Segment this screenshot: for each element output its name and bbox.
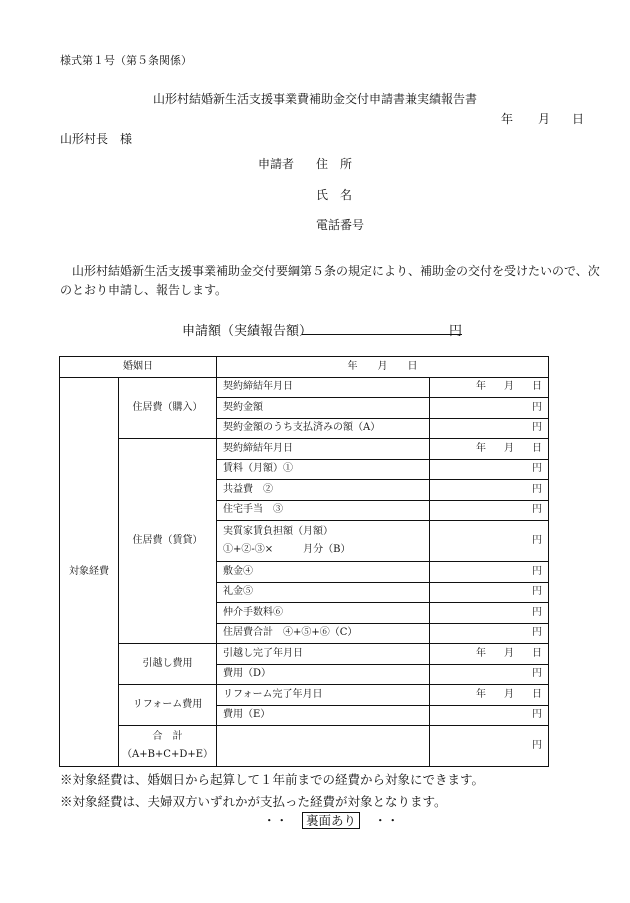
date-month: 月: [538, 112, 551, 126]
footer-dots-left: ・・: [263, 813, 289, 828]
address-label: 住 所: [316, 157, 353, 171]
body-text-1: 山形村結婚新生活支援事業補助金交付要綱第５条の規定により、補助金の交付を受けたいので、次: [72, 264, 600, 278]
moving-cost-field[interactable]: 円: [430, 664, 549, 685]
reform-cost-label: 費用（E）: [217, 705, 430, 726]
paid-amount-field[interactable]: 円: [430, 418, 549, 439]
housing-total-label: 住居費合計 ④+⑤+⑥（C）: [217, 623, 430, 644]
form-number: 様式第１号（第５条関係）: [60, 54, 192, 67]
housing-allowance-label: 住宅手当 ③: [217, 500, 430, 521]
common-fee-label: 共益費 ②: [217, 480, 430, 501]
contract-amount-label: 契約金額: [217, 398, 430, 419]
housing-allowance-field[interactable]: 円: [430, 500, 549, 521]
purchase-contract-date-label: 契約締結年月日: [217, 377, 430, 398]
document-title: 山形村結婚新生活支援事業費補助金交付申請書兼実績報告書: [152, 92, 477, 106]
housing-total-field[interactable]: 円: [430, 623, 549, 644]
total-field[interactable]: 円: [430, 726, 549, 767]
reform-date-label: リフォーム完了年月日: [217, 685, 430, 706]
amount-field[interactable]: [302, 334, 462, 335]
key-money-field[interactable]: 円: [430, 582, 549, 603]
reform-date[interactable]: 年 月 日: [430, 685, 549, 706]
application-table: [59, 356, 549, 767]
total-blank: [217, 726, 430, 767]
key-money-label: 礼金⑤: [217, 582, 430, 603]
total-label: 合 計 （A+B+C+D+E）: [119, 726, 217, 767]
purchase-contract-date[interactable]: 年 月 日: [430, 377, 549, 398]
date-year: 年: [501, 112, 514, 126]
addressee: 山形村長 様: [60, 132, 133, 146]
deposit-label: 敷金④: [217, 562, 430, 583]
amount-label: 申請額（実績報告額）: [182, 324, 313, 339]
note-1: ※対象経費は、婚姻日から起算して１年前までの経費から対象にできます。: [60, 772, 485, 787]
back-page-note: 裏面あり: [302, 812, 360, 829]
deposit-field[interactable]: 円: [430, 562, 549, 583]
purchase-label: 住居費（購入）: [119, 377, 217, 439]
actual-rent-label: 実質家賃負担額（月額） ①+②-③× 月分（B）: [217, 521, 430, 562]
brokerage-fee-field[interactable]: 円: [430, 603, 549, 624]
monthly-rent-field[interactable]: 円: [430, 459, 549, 480]
brokerage-fee-label: 仲介手数料⑥: [217, 603, 430, 624]
marriage-date-value[interactable]: 年 月 日: [217, 357, 549, 378]
moving-date-label: 引越し完了年月日: [217, 644, 430, 665]
note-2: ※対象経費は、夫婦双方いずれかが支払った経費が対象となります。: [60, 794, 447, 809]
actual-rent-field[interactable]: 円: [430, 521, 549, 562]
moving-cost-label: 費用（D）: [217, 664, 430, 685]
moving-label: 引越し費用: [119, 644, 217, 685]
monthly-rent-label: 賃料（月額）①: [217, 459, 430, 480]
date-day: 日: [572, 112, 585, 126]
contract-amount-field[interactable]: 円: [430, 398, 549, 419]
paid-amount-label: 契約金額のうち支払済みの額（A）: [217, 418, 430, 439]
reform-cost-field[interactable]: 円: [430, 705, 549, 726]
rent-contract-date[interactable]: 年 月 日: [430, 439, 549, 460]
moving-date[interactable]: 年 月 日: [430, 644, 549, 665]
reform-label: リフォーム費用: [119, 685, 217, 726]
footer-dots-right: ・・: [374, 813, 400, 828]
phone-label: 電話番号: [316, 218, 365, 232]
subject-costs-label: 対象経費: [60, 377, 119, 767]
name-label: 氏 名: [316, 188, 353, 202]
applicant-label: 申請者: [258, 157, 295, 171]
amount-unit: 円: [449, 324, 463, 339]
rent-label: 住居費（賃貸）: [119, 439, 217, 644]
body-text-2: のとおり申請し、報告します。: [60, 283, 228, 297]
rent-contract-date-label: 契約締結年月日: [217, 439, 430, 460]
marriage-date-label: 婚姻日: [60, 357, 217, 378]
footer: [263, 811, 399, 829]
common-fee-field[interactable]: 円: [430, 480, 549, 501]
